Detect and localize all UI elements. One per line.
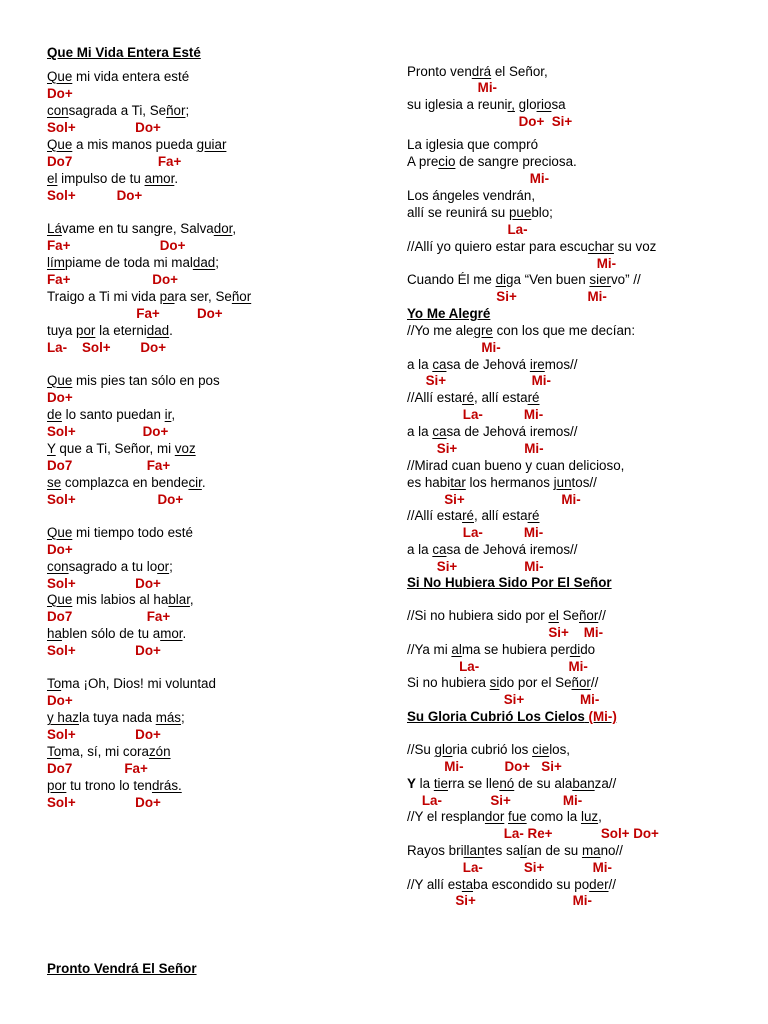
chord-line: Si+ Mi- xyxy=(407,373,551,388)
lyric-line: el impulso de tu amor. xyxy=(47,171,179,186)
lyric-line: consagrada a Ti, Señor; xyxy=(47,103,190,118)
chord-line: Sol+ Do+ xyxy=(47,727,161,742)
chord-line: Mi- Do+ Si+ xyxy=(407,759,562,774)
chord-line: Do+ xyxy=(47,542,73,557)
lyric-line: Y la tierra se llenó de su alabanza// xyxy=(407,776,617,791)
song-title xyxy=(407,574,612,591)
lyric-line: Pronto vendrá el Señor, xyxy=(407,64,548,79)
lyric-line: Toma ¡Oh, Dios! mi voluntad xyxy=(47,676,216,691)
chord-line: Sol+ Do+ xyxy=(47,576,161,591)
chord-line: Si+ Mi- xyxy=(407,692,600,707)
lyric-line: de lo santo puedan ir, xyxy=(47,407,176,422)
lyric-line: hablen sólo de tu amor. xyxy=(47,626,187,641)
lyric-line: Que mi tiempo todo esté xyxy=(47,525,193,540)
chord-line: Fa+ Do+ xyxy=(47,272,178,287)
chord-line: Si+ Mi- xyxy=(407,289,607,304)
lyric-line: es habitar los hermanos juntos// xyxy=(407,475,597,490)
lyric-line: //Su gloria cubrió los cielos, xyxy=(407,742,571,757)
chord-line: Mi- xyxy=(407,340,501,355)
song-title-text: Pronto Vendrá El Señor xyxy=(47,961,197,976)
lyric-line: //Allí estaré, allí estaré xyxy=(407,390,540,405)
chord-line: La- Si+ Mi- xyxy=(407,793,583,808)
lyric-line: //Mirad cuan bueno y cuan delicioso, xyxy=(407,458,625,473)
lyric-line: //Y allí estaba escondido su poder// xyxy=(407,877,616,892)
chord-line: Sol+ Do+ xyxy=(47,424,169,439)
chord-line: La- Mi- xyxy=(407,525,544,540)
lyric-line: Que mi vida entera esté xyxy=(47,69,190,84)
lyric-line: Y que a Ti, Señor, mi voz xyxy=(47,441,196,456)
lyric-line: //Ya mi alma se hubiera perdido xyxy=(407,642,596,657)
lyric-line: Rayos brillantes salían de su mano// xyxy=(407,843,623,858)
chord-line: La- Mi- xyxy=(407,659,588,674)
chord-line: La- Mi- xyxy=(407,407,544,422)
lyric-line: //Si no hubiera sido por el Señor// xyxy=(407,608,606,623)
chord-line: Sol+ Do+ xyxy=(47,795,161,810)
chord-line: Do7 Fa+ xyxy=(47,154,182,169)
song-key: (Mi-) xyxy=(584,709,617,724)
chord-line: Si+ Mi- xyxy=(407,559,544,574)
song-title-text: Yo Me Alegré xyxy=(407,306,491,321)
chord-line: Do+ Si+ xyxy=(407,114,573,129)
chord-line: Do+ xyxy=(47,693,73,708)
chord-line: Mi- xyxy=(407,256,617,271)
lyric-line: A precio de sangre preciosa. xyxy=(407,154,577,169)
lyric-line: se complazca en bendecir. xyxy=(47,475,206,490)
lyric-line: //Yo me alegre con los que me decían: xyxy=(407,323,636,338)
lyric-line: y hazla tuya nada más; xyxy=(47,710,185,725)
chord-line: Do+ xyxy=(47,86,73,101)
chord-line: Mi- xyxy=(407,80,498,95)
lyric-line: consagrado a tu loor; xyxy=(47,559,173,574)
chord-line: Do7 Fa+ xyxy=(47,609,171,624)
lyric-line: allí se reunirá su pueblo; xyxy=(407,205,553,220)
song-title-text: Que Mi Vida Entera Esté xyxy=(47,45,201,60)
lyric-line: Que a mis manos pueda guiar xyxy=(47,137,227,152)
song-title xyxy=(407,305,490,322)
lyric-line: límpiame de toda mi maldad; xyxy=(47,255,219,270)
lyric-line: Lávame en tu sangre, Salvador, xyxy=(47,221,237,236)
chord-line: La- Si+ Mi- xyxy=(407,860,612,875)
chord-line: Fa+ Do+ xyxy=(47,306,223,321)
lyric-line: Que mis labios al hablar, xyxy=(47,592,194,607)
lyric-line: Traigo a Ti mi vida para ser, Señor xyxy=(47,289,252,304)
lyric-line: //Allí estaré, allí estaré xyxy=(407,508,540,523)
chord-line: Do+ xyxy=(47,390,73,405)
lyric-line: a la casa de Jehová iremos// xyxy=(407,357,578,372)
chord-line: Si+ Mi- xyxy=(407,625,604,640)
lyric-line: //Y el resplandor fue como la luz, xyxy=(407,809,602,824)
lyric-line: La iglesia que compró xyxy=(407,137,539,152)
song-title-text: Si No Hubiera Sido Por El Señor xyxy=(407,575,612,590)
lyric-line: a la casa de Jehová iremos// xyxy=(407,424,578,439)
chord-line: Si+ Mi- xyxy=(407,893,592,908)
chord-line: La- Sol+ Do+ xyxy=(47,340,167,355)
lyric-line: por tu trono lo tendrás. xyxy=(47,778,182,793)
lyric-line: Toma, sí, mi corazón xyxy=(47,744,171,759)
lyric-line: tuya por la eternidad. xyxy=(47,323,173,338)
lyric-line: Si no hubiera sido por el Señor// xyxy=(407,675,599,690)
song-title xyxy=(407,708,617,725)
chord-line: Si+ Mi- xyxy=(407,441,544,456)
chord-line: La- xyxy=(407,222,528,237)
chord-line: Sol+ Do+ xyxy=(47,643,161,658)
chord-line: Sol+ Do+ xyxy=(47,492,184,507)
chord-line: Mi- xyxy=(407,171,550,186)
chord-line: Sol+ Do+ xyxy=(47,120,161,135)
chord-line: Do7 Fa+ xyxy=(47,458,171,473)
song-title xyxy=(47,960,197,977)
lyric-line: a la casa de Jehová iremos// xyxy=(407,542,578,557)
chord-line: Fa+ Do+ xyxy=(47,238,186,253)
lyric-line: su iglesia a reunir, gloriosa xyxy=(407,97,566,112)
song-title xyxy=(47,44,201,61)
lyric-line: Cuando Él me diga “Ven buen siervo” // xyxy=(407,272,641,287)
song-title-text: Su Gloria Cubrió Los Cielos xyxy=(407,709,585,724)
chord-line: Sol+ Do+ xyxy=(47,188,143,203)
chord-line: La- Re+ Sol+ Do+ xyxy=(407,826,659,841)
lyric-line: //Allí yo quiero estar para escuchar su voz xyxy=(407,239,657,254)
lyric-line: Los ángeles vendrán, xyxy=(407,188,536,203)
lyric-line: Que mis pies tan sólo en pos xyxy=(47,373,220,388)
chord-line: Do7 Fa+ xyxy=(47,761,148,776)
chord-line: Si+ Mi- xyxy=(407,492,581,507)
